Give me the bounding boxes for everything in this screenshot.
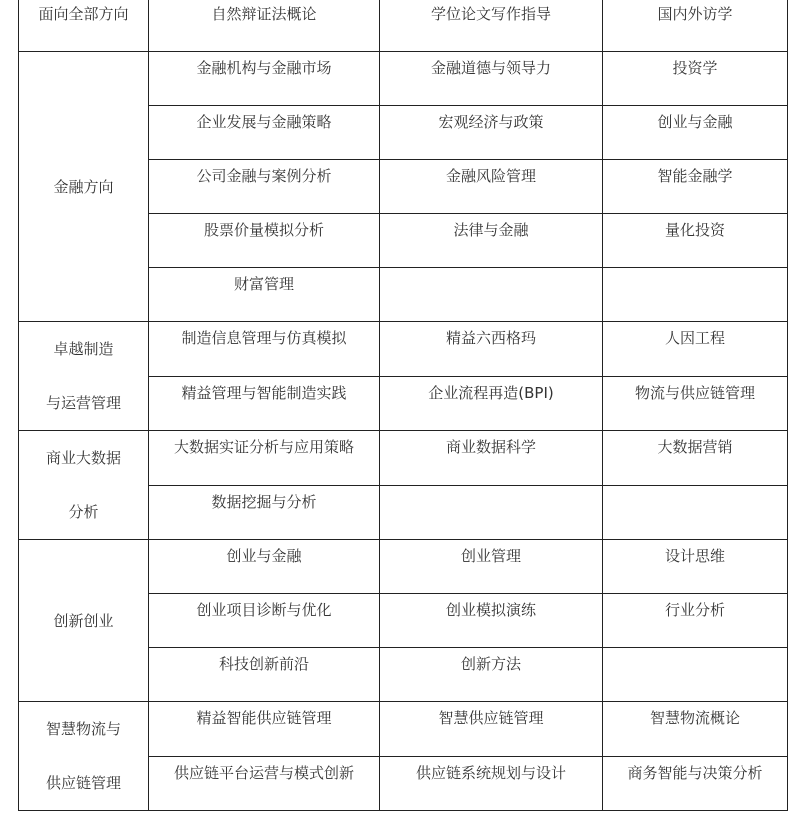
direction-line: 卓越制造 [53,340,114,358]
course-cell: 投资学 [603,52,788,106]
course-cell: 智能金融学 [603,160,788,214]
course-cell: 学位论文写作指导 [380,0,603,52]
course-cell: 精益六西格玛 [380,322,603,377]
course-cell: 精益管理与智能制造实践 [149,376,380,431]
direction-line: 与运营管理 [45,394,121,412]
course-cell: 科技创新前沿 [149,648,380,702]
course-cell: 量化投资 [603,214,788,268]
course-cell: 商务智能与决策分析 [603,756,788,811]
course-cell [380,268,603,322]
direction-line: 智慧物流与 [45,720,121,738]
course-cell: 创业与金融 [603,106,788,160]
direction-line: 商业大数据 [45,449,121,467]
direction-manufacturing [19,322,149,431]
course-cell: 物流与供应链管理 [603,376,788,431]
course-cell: 数据挖掘与分析 [149,485,380,540]
course-cell: 大数据营销 [603,431,788,486]
course-cell: 企业发展与金融策略 [149,106,380,160]
course-cell: 创业管理 [380,540,603,594]
course-cell: 财富管理 [149,268,380,322]
course-cell: 制造信息管理与仿真模拟 [149,322,380,377]
course-cell: 商业数据科学 [380,431,603,486]
table-row [19,540,788,594]
course-cell: 自然辩证法概论 [149,0,380,52]
course-cell: 行业分析 [603,594,788,648]
direction-all: 面向全部方向 [19,0,149,52]
course-cell: 企业流程再造(BPI) [380,376,603,431]
course-cell: 供应链系统规划与设计 [380,756,603,811]
course-cell [380,485,603,540]
course-cell: 宏观经济与政策 [380,106,603,160]
direction-logistics [19,702,149,811]
course-cell: 供应链平台运营与模式创新 [149,756,380,811]
course-cell: 大数据实证分析与应用策略 [149,431,380,486]
course-cell: 人因工程 [603,322,788,377]
course-cell: 股票价量模拟分析 [149,214,380,268]
course-cell: 智慧物流概论 [603,702,788,757]
course-cell: 法律与金融 [380,214,603,268]
direction-innovation: 创新创业 [19,540,149,702]
course-cell [603,485,788,540]
table-row [19,0,788,52]
table-row [19,431,788,486]
direction-line: 分析 [68,503,99,521]
table-row [19,52,788,106]
course-cell: 金融道德与领导力 [380,52,603,106]
course-cell: 智慧供应链管理 [380,702,603,757]
course-cell [603,648,788,702]
course-cell: 创业模拟演练 [380,594,603,648]
course-cell: 金融机构与金融市场 [149,52,380,106]
course-cell: 国内外访学 [603,0,788,52]
course-cell: 创业项目诊断与优化 [149,594,380,648]
course-cell: 公司金融与案例分析 [149,160,380,214]
direction-big-data [19,431,149,540]
direction-finance: 金融方向 [19,52,149,322]
table-row [19,702,788,757]
course-cell: 创业与金融 [149,540,380,594]
table-row [19,322,788,377]
course-table [18,0,788,811]
course-cell: 设计思维 [603,540,788,594]
course-cell: 金融风险管理 [380,160,603,214]
direction-line: 供应链管理 [45,774,121,792]
course-cell: 精益智能供应链管理 [149,702,380,757]
course-cell: 创新方法 [380,648,603,702]
course-cell [603,268,788,322]
